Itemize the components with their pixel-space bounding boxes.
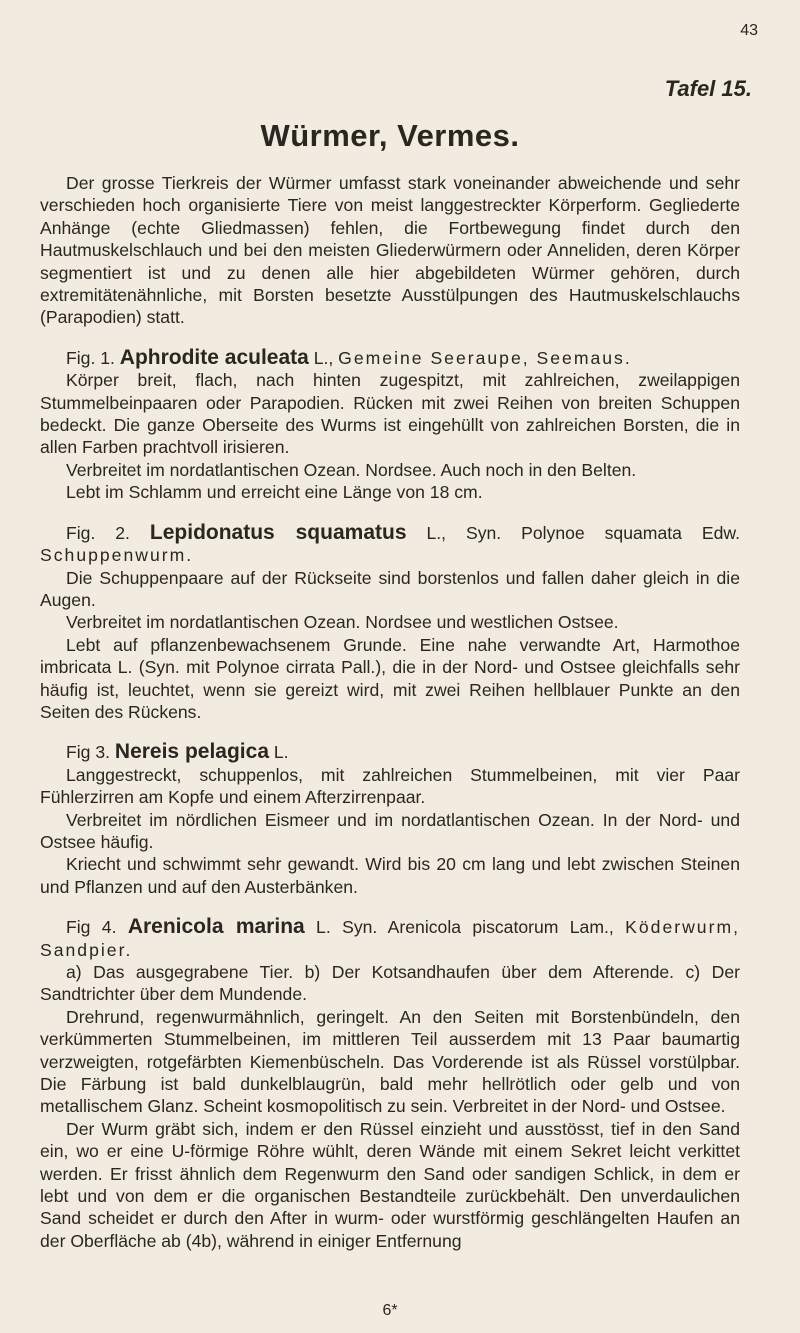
common-name: Köderwurm, Sandpier. <box>40 917 740 960</box>
description-paragraph: Drehrund, regenwurmähnlich, geringelt. An den Seiten mit Borstenbündeln, den verkümmerten Stummelbeinen, im mittleren Teil ausserdem mit 13 Paar baumartig verzweigten, rotgefärbten Kiemenbüscheln. Das Vorderende ist als Rüssel vorstülpbar. Die Färbung ist bald dunkelblaugrün, bald mehr hellrötlich oder gelb und von metallischem Glanz. Scheint kosmopolitisch zu sein. Verbreitet in der Nord- und Ostsee. <box>40 1006 740 1117</box>
description-paragraph: Der Wurm gräbt sich, indem er den Rüssel einzieht und ausstösst, tief in den Sand ein, wo er eine U-förmige Röhre wühlt, deren Wände mit einem Sekret leicht verkittet werden. Er frisst ähnlich dem Regenwurm den Sand oder sandigen Schlick, in dem er lebt und von dem er die organischen Bestandteile zurückbehält. Den unverdaulichen Sand scheidet er durch den After in wurm- oder wurstförmig geschlängelten Haufen an der Oberfläche ab (4b), während in einiger Entfernung <box>40 1118 740 1251</box>
description-paragraph: Lebt auf pflanzenbewachsenem Grunde. Eine nahe verwandte Art, Harmothoe imbricata L. (Syn. mit Polynoe cirrata Pall.), die in der Nord- und Ostsee gleichfalls sehr häufig ist, leuchtet, wenn sie gereizt wird, mit zwei Reihen hellblauer Punkte an den Seiten des Rückens. <box>40 634 740 722</box>
description-paragraph: Verbreitet im nordatlantischen Ozean. Nordsee und westlichen Ostsee. <box>66 612 619 633</box>
species-heading <box>40 347 740 369</box>
description-paragraph: Langgestreckt, schuppenlos, mit zahlreichen Stummelbeinen, mit vier Paar Fühlerzirren am Kopfe und einem Afterzirrenpaar. <box>40 764 740 808</box>
figure-label: Fig 3. <box>66 742 111 763</box>
book-page <box>40 0 760 1333</box>
description-paragraph: Verbreitet im nordatlantischen Ozean. Nordsee. Auch noch in den Belten. <box>66 459 637 480</box>
species-heading <box>40 522 740 567</box>
figure-label: Fig. 2. <box>66 522 130 543</box>
common-name: Gemeine Seeraupe, Seemaus. <box>338 347 632 368</box>
description-paragraph: Körper breit, flach, nach hinten zugespitzt, mit zahlreichen, zweilappigen Stummelbeinpaaren oder Parapodien. Rücken mit zwei Reihen von breiten Schuppen bedeckt. Die ganze Oberseite des Wurms ist eingehüllt von zahlreichen Borsten, die in allen Farben prachtvoll irisieren. <box>40 370 740 458</box>
description-paragraph: Lebt im Schlamm und erreicht eine Länge von 18 cm. <box>66 482 483 503</box>
species-authority: L. Syn. Arenicola piscatorum Lam., <box>304 917 626 938</box>
description-paragraph: Die Schuppenpaare auf der Rückseite sind borstenlos und fallen daher gleich in die Augen. <box>40 567 740 610</box>
page-title: Würmer, Vermes. <box>260 118 520 153</box>
description-paragraph: Kriecht und schwimmt sehr gewandt. Wird bis 20 cm lang und lebt zwischen Steinen und Pflanzen und auf den Austerbänken. <box>40 854 740 897</box>
figure-label: Fig. 1. <box>66 347 115 368</box>
species-heading <box>40 741 740 763</box>
description-paragraph: Verbreitet im nördlichen Eismeer und im nordatlantischen Ozean. In der Nord- und Ostsee häufig. <box>40 809 740 852</box>
species-name: Aphrodite aculeata <box>119 345 309 369</box>
intro-paragraph: Der grosse Tierkreis der Würmer umfasst stark voneinander abweichende und sehr verschieden hoch organisierte Tiere von meist langgestreckter Körperform. Gegliederte Anhänge (echte Gliedmassen) fehlen, die Fortbewegung findet durch den Hautmuskelschlauch und bei den meisten Gliederwürmern oder Anneliden, deren Körper segmentiert ist und zu denen alle hier abgebildeten Würmer gehören, durch extremitätenähnliche, mit Borsten besetzte Ausstülpungen des Hautmuskelschlauchs (Parapodien) statt. <box>40 173 740 328</box>
species-authority: L. <box>269 742 289 763</box>
page-number: 43 <box>740 22 758 39</box>
species-name: Lepidonatus squamatus <box>149 520 407 544</box>
figure-label: Fig 4. <box>66 917 117 938</box>
species-heading <box>40 916 740 961</box>
body-text <box>40 172 740 1252</box>
species-authority: L., <box>308 347 339 368</box>
common-name: Schuppenwurm. <box>40 545 194 566</box>
species-name: Arenicola marina <box>127 915 305 939</box>
signature-mark: 6* <box>382 1302 398 1319</box>
description-paragraph: a) Das ausgegrabene Tier. b) Der Kotsandhaufen über dem Afterende. c) Der Sandtrichter über dem Mundende. <box>40 962 740 1005</box>
species-name: Nereis pelagica <box>114 740 269 764</box>
species-authority: L., Syn. Polynoe squamata Edw. <box>406 522 740 543</box>
plate-label: Tafel 15. <box>664 76 752 101</box>
